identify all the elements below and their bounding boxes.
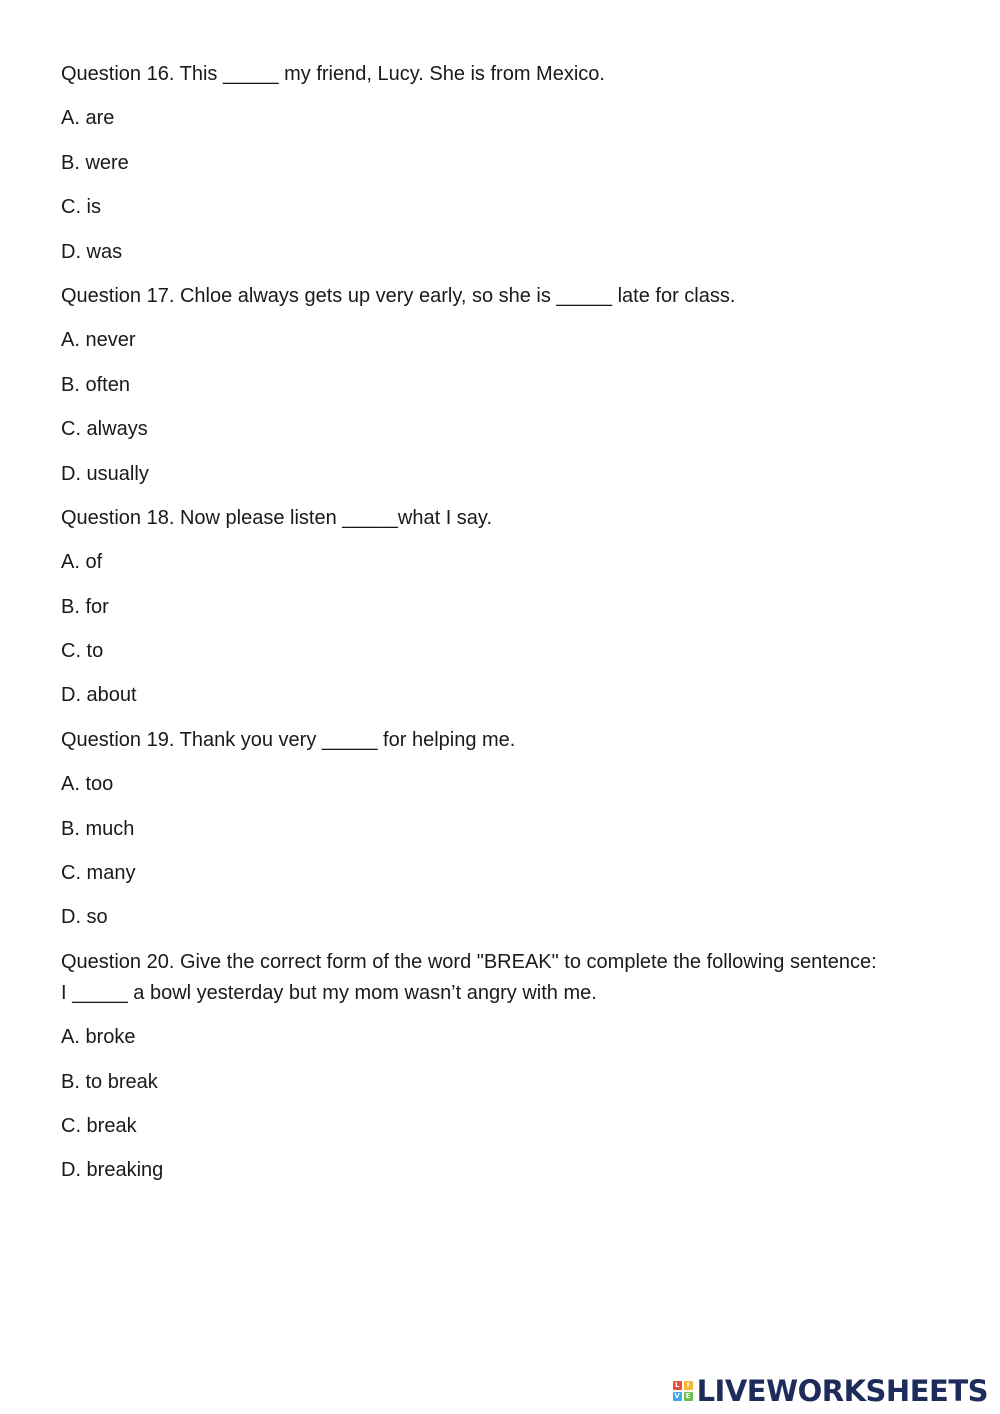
question-text: Question 16. This _____ my friend, Lucy. She is from Mexico. <box>61 63 605 85</box>
question-text: Question 18. Now please listen _____what I say. <box>61 506 492 529</box>
option-a[interactable]: A. too <box>61 773 114 796</box>
option-b[interactable]: B. for <box>61 595 109 618</box>
worksheet <box>61 59 881 1200</box>
question-text: Question 20. Give the correct form of the word "BREAK" to complete the following sentence: I _____ a bowl yesterday but my mom wasn’t angry with me. <box>61 950 877 1004</box>
option-b[interactable]: B. often <box>61 373 130 396</box>
logo-block-e: E <box>684 1392 693 1401</box>
logo-block-v: V <box>674 1392 680 1400</box>
question-20 <box>61 947 881 1187</box>
question-17 <box>61 281 881 490</box>
brand-name: LIVEWORKSHEETS <box>696 1374 988 1408</box>
option-c[interactable]: C. break <box>61 1114 137 1137</box>
option-a[interactable]: A. never <box>61 329 136 352</box>
question-16 <box>61 59 881 268</box>
option-a[interactable]: A. are <box>61 107 115 130</box>
option-d[interactable]: D. usually <box>61 462 149 485</box>
question-18 <box>61 503 881 712</box>
question-text: Question 17. Chloe always gets up very early, so she is _____ late for class. <box>61 284 736 307</box>
option-b[interactable]: B. much <box>61 817 135 840</box>
option-d[interactable]: D. about <box>61 684 137 707</box>
liveworksheets-logo <box>673 1372 988 1410</box>
option-b[interactable]: B. were <box>61 151 129 174</box>
option-a[interactable]: A. of <box>61 551 103 574</box>
option-d[interactable]: D. was <box>61 240 123 263</box>
option-d[interactable]: D. so <box>61 906 108 929</box>
option-d[interactable]: D. breaking <box>61 1159 164 1182</box>
option-a[interactable]: A. broke <box>61 1026 136 1049</box>
option-c[interactable]: C. is <box>61 196 101 219</box>
question-19 <box>61 725 881 934</box>
logo-block-i: I <box>684 1381 693 1390</box>
option-c[interactable]: C. to <box>61 640 104 663</box>
option-c[interactable]: C. many <box>61 862 136 885</box>
option-c[interactable]: C. always <box>61 418 148 441</box>
option-b[interactable]: B. to break <box>61 1070 158 1093</box>
logo-blocks-icon <box>673 1381 693 1401</box>
logo-block-l: L <box>673 1381 682 1390</box>
question-text: Question 19. Thank you very _____ for helping me. <box>61 728 516 751</box>
